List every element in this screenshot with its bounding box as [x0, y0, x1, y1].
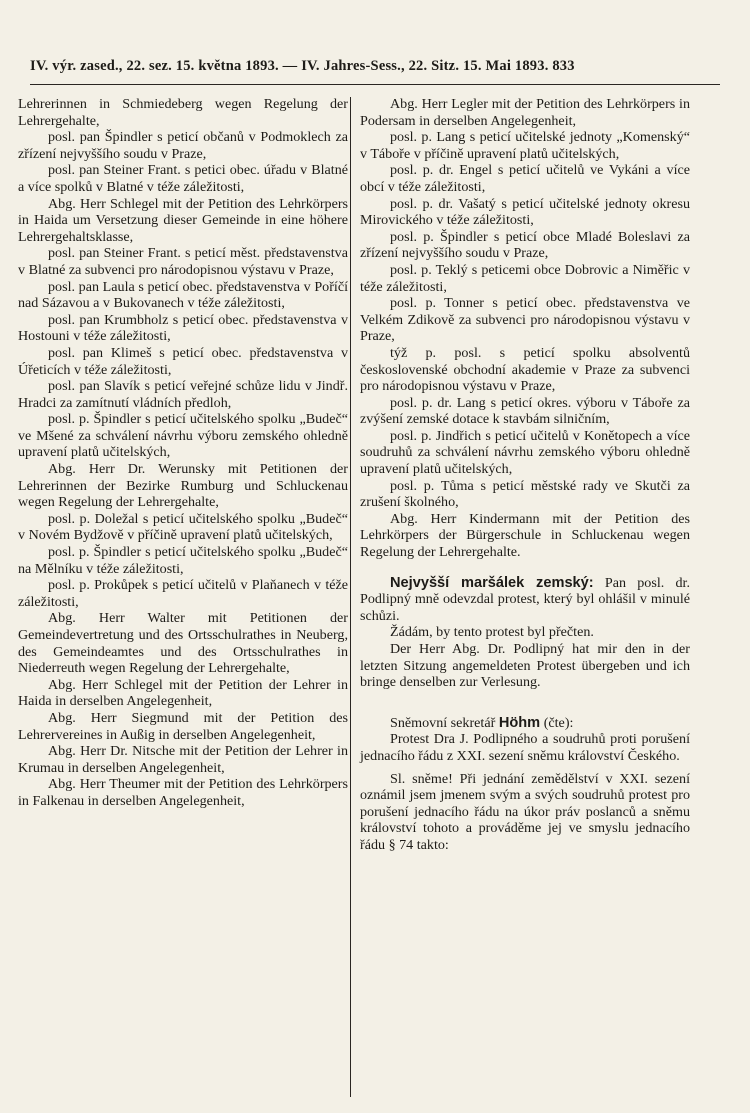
petition-entry: Abg. Herr Legler mit der Petition des Lehrkörpers in Podersam in derselben Angelegenheit, — [360, 96, 690, 129]
petition-entry: posl. pan Steiner Frant. s petici obec. úřadu v Blatné a více spolků v Blatné v téže záležitosti, — [18, 162, 348, 195]
protest-text: Sl. sněme! Při jednání zemědělství v XXI. sezení oznámil jsem jmenem svým a svých soudruhů protest pro porušení jednacího řádu na úkor práv poslanců a sněmu království tohoto a prováděme jej ve smyslu jednacího řádu § 74 takto: — [360, 770, 690, 853]
spacer — [360, 561, 690, 575]
secretary-heading — [360, 715, 690, 732]
protest-title: Protest Dra J. Podlipného a soudruhů proti porušení jednacího řádu z XXI. sezení sněmu království Českého. — [360, 731, 690, 764]
petition-entry: posl. p. Jindřich s peticí učitelů v Konětopech a více soudruhů za schválení návrhu zemského výboru ohledně upravení platů učitelských, — [360, 427, 690, 478]
page-header: IV. výr. zased., 22. sez. 15. května 1893. — IV. Jahres-Sess., 22. Sitz. 15. Mai 1893. 833 — [30, 58, 575, 74]
petition-entry: posl. pan Laula s peticí obec. představenstva v Poříčí nad Sázavou a v Bukovanech v téže záležitosti, — [18, 278, 348, 312]
petition-entry: posl. p. Špindler s peticí obce Mladé Boleslavi za zřízení nejvyššího soudu v Praze, — [360, 228, 690, 262]
petition-entry: posl. p. Prokůpek s peticí učitelů v Plaňanech v téže záležitosti, — [18, 577, 348, 610]
petition-entry: posl. pan Steiner Frant. s peticí měst. představenstva v Blatné za subvenci pro národopisnou výstavu v Praze, — [18, 245, 348, 278]
marshal-statement — [360, 575, 690, 625]
petition-entry: Abg. Herr Schlegel mit der Petition der Lehrer in Haida in derselben Angelegenheit, — [18, 676, 348, 710]
speaker-name: Höhm — [498, 714, 541, 731]
statement-paragraph: Žádám, by tento protest byl přečten. — [390, 624, 594, 641]
petition-entry: posl. p. Tonner s peticí obec. představenstva ve Velkém Zdikově za subvenci pro národopisnou výstavu v Praze, — [360, 295, 690, 345]
header-rule — [30, 84, 720, 85]
petition-entry: Abg. Herr Dr. Werunsky mit Petitionen der Lehrerinnen der Bezirke Rumburg und Schluckenau wegen Regelung der Lehrergehalte, — [18, 461, 348, 511]
petition-entry: posl. p. Špindler s peticí učitelského spolku „Budeč“ ve Mšené za schválení návrhu výboru zemského ohledně upravení platů učitelských, — [18, 411, 348, 461]
petition-entry: týž p. posl. s peticí spolku absolventů československé obchodní akademie v Praze za subvenci pro národopisnou výstavu v Praze, — [360, 344, 690, 395]
petition-entry: Abg. Herr Dr. Nitsche mit der Petition der Lehrer in Krumau in derselben Angelegenheit, — [18, 743, 348, 776]
petition-entry: Lehrerinnen in Schmiedeberg wegen Regelung der Lehrergehalte, — [18, 96, 348, 129]
petition-entry: posl. p. dr. Vašatý s peticí učitelské jednoty okresu Mirovického v téže záležitosti, — [360, 195, 690, 229]
speaker-name: Nejvyšší maršálek zemský: — [390, 574, 594, 591]
petition-entry: Abg. Herr Schlegel mit der Petition des Lehrkörpers in Haida um Versetzung dieser Gemeinde in eine höhere Lehrergehaltsklasse, — [18, 195, 348, 245]
statement-paragraph-german: Der Herr Abg. Dr. Podlipný hat mir den in der letzten Sitzung angemeldeten Protest übergeben und ich bringe denselben zur Verlesung. — [360, 641, 690, 691]
petition-entry: posl. p. Doležal s peticí učitelského spolku „Budeč“ v Novém Bydžově v příčině upravení platů učitelských, — [18, 510, 348, 544]
petition-entry: Abg. Herr Walter mit Petitionen der Gemeindevertretung und des Ortsschulrathes in Neuberg, des Gemeindeamtes und des Ortsschulrathes in Niederreuth wegen Regelung der Lehrergehalte, — [18, 610, 348, 677]
left-column — [18, 96, 348, 810]
petition-entry: posl. p. Lang s peticí učitelské jednoty „Komenský“ v Táboře v příčině upravení platů učitelských, — [360, 129, 690, 162]
speaker-suffix: (čte): — [540, 714, 574, 731]
petition-entry: Abg. Herr Theumer mit der Petition des Lehrkörpers in Falkenau in derselben Angelegenheit, — [18, 776, 348, 809]
petition-entry: posl. pan Krumbholz s peticí obec. představenstva v Hostouni v téže záležitosti, — [18, 311, 348, 345]
petition-entry: posl. p. Tůma s peticí městské rady ve Skutči za zrušení školného, — [360, 477, 690, 511]
petition-entry: posl. p. dr. Engel s peticí učitelů ve Vykáni a více obcí v téže záležitosti, — [360, 162, 690, 195]
column-divider — [350, 97, 351, 1097]
petition-entry: posl. p. Teklý s peticemi obce Dobrovic a Niměřic v téže záležitosti, — [360, 261, 690, 295]
speaker-prefix: Sněmovní sekretář — [390, 714, 499, 731]
right-column — [360, 96, 690, 854]
petition-entry: Abg. Herr Siegmund mit der Petition des Lehrervereines in Außig in derselben Angelegenheit, — [18, 709, 348, 743]
petition-entry: posl. p. Špindler s peticí učitelského spolku „Budeč“ na Mělníku v téže záležitosti, — [18, 544, 348, 577]
petition-entry: posl. pan Slavík s peticí veřejné schůze lidu v Jindř. Hradci za zamítnutí vládních předloh, — [18, 378, 348, 411]
petition-entry: Abg. Herr Kindermann mit der Petition des Lehrkörpers der Bürgerschule in Schluckenau wegen Regelung der Lehrergehalte. — [360, 510, 690, 561]
petition-entry: posl. pan Klimeš s peticí obec. představenstva v Úřeticích v téže záležitosti, — [18, 344, 348, 378]
statement-text: Pan posl. dr. Podlipný mně odevzdal protest, který byl ohlášil v minulé schůzi. — [360, 574, 690, 624]
spacer — [360, 691, 690, 715]
petition-entry: posl. p. dr. Lang s peticí okres. výboru v Táboře za zvýšení zemské dotace k stavbám silničním, — [360, 394, 690, 428]
petition-entry: posl. pan Špindler s peticí občanů v Podmoklech za zřízení nejvyššího soudu v Praze, — [18, 129, 348, 162]
